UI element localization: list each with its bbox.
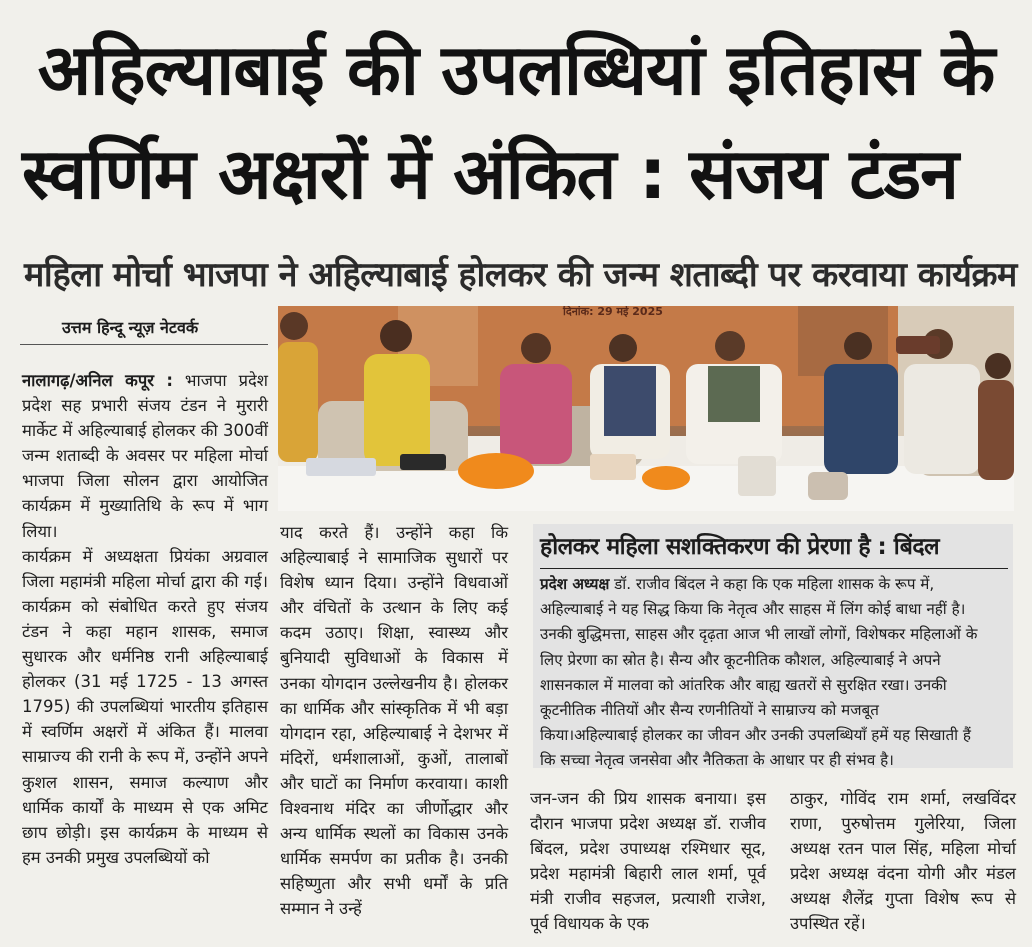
sidebar-line: कूटनीतिक नीतियों और सैन्य रणनीतियों ने साम्राज्य को मजबूत xyxy=(540,701,879,720)
sidebar-line: लिए प्रेरणा का स्रोत है। सैन्य और कूटनीतिक कौशल, अहिल्याबाई ने अपने xyxy=(540,650,941,669)
subheadline: महिला मोर्चा भाजपा ने अहिल्याबाई होलकर की जन्म शताब्दी पर करवाया कार्यक्रम xyxy=(24,255,1017,295)
dateline: नालागढ़/अनिल कपूर : xyxy=(22,371,173,390)
article-paragraph: कार्यक्रम में अध्यक्षता प्रियंका अग्रवाल जिला महामंत्री महिला मोर्चा द्वारा की गई। कार्यक्रम को संबोधित करते हुए संजय टंडन ने कहा महान शासक, समाज सुधारक और धर्मनिष्ठ रानी अहिल्याबाई होलकर (31 मई 1725 - 13 अगस्त 1795) की उपलब्धियां भारतीय इतिहास में स्वर्णिम अक्षरों में अंकित हैं। मालवा साम्राज्य की रानी के रूप में, उन्होंने अपने कुशल शासन, समाज कल्याण और धार्मिक कार्यों के माध्यम से एक अमिट छाप छोड़ी। इस कार्यक्रम के माध्यम से हम उनकी प्रमुख उपलब्धियों को xyxy=(22,546,268,867)
article-column-1 xyxy=(22,368,268,870)
article-intro: भाजपा प्रदेश प्रदेश सह प्रभारी संजय टंडन ने मुरारी मार्केट में अहिल्याबाई होलकर की 300वीं जन्म शताब्दी के अवसर पर महिला मोर्चा भाजपा जिला सोलन द्वारा आयोजित कार्यक्रम में मुख्यातिथि के रूप में भाग लिया। xyxy=(22,371,268,541)
byline: उत्तम हिन्दू न्यूज़ नेटवर्क xyxy=(62,318,199,337)
event-photo xyxy=(278,306,1014,511)
article-column-4 xyxy=(790,786,1016,937)
sidebar-line: शासनकाल में मालवा को आंतरिक और बाह्य खतरों से सुरक्षित रखा। उनकी xyxy=(540,675,947,694)
article-paragraph: ठाकुर, गोविंद राम शर्मा, लखविंदर राणा, पुरुषोत्तम गुलेरिया, जिला अध्यक्ष रतन पाल सिंह, महिला मोर्चा प्रदेश अध्यक्ष वंदना योगी और मंडल अध्यक्ष शैलेंद्र गुप्ता विशेष रूप से उपस्थित रहें। xyxy=(790,789,1016,934)
article-paragraph: याद करते हैं। उन्होंने कहा कि अहिल्याबाई ने सामाजिक सुधारों पर विशेष ध्यान दिया। उन्होंने विधवाओं और वंचितों के उत्थान के लिए कई कदम उठाए। शिक्षा, स्वास्थ्य और बुनियादी सुविधाओं के विकास में उनका योगदान उल्लेखनीय है। होलकर का धार्मिक और सांस्कृतिक में भी बड़ा योगदान रहा, अहिल्याबाई ने देशभर में मंदिरों, धर्मशालाओं, कुओं, तालाबों और घाटों का निर्माण करवाया। काशी विश्वनाथ मंदिर का जीर्णोद्धार और अन्य धार्मिक स्थलों का विकास उनके धार्मिक समर्पण का प्रतीक है। उनकी सहिष्णुता और सभी धर्मों के प्रति सम्मान ने उन्हें xyxy=(280,523,508,919)
sidebar-line: प्रदेश अध्यक्ष डॉ. राजीव बिंदल ने कहा कि एक महिला शासक के रूप में, xyxy=(540,575,935,593)
photo-date-stamp: दिनांक: 29 मई 2025 xyxy=(563,306,663,318)
sidebar-title: होलकर महिला सशक्तिकरण की प्रेरणा है : बिंदल xyxy=(540,534,940,560)
article-column-2 xyxy=(280,520,508,922)
article-column-3 xyxy=(530,786,766,937)
sidebar-line: किया।अहिल्याबाई होलकर का जीवन और उनकी उपलब्धियाँ हमें यह सिखाती हैं xyxy=(540,726,971,745)
headline-line-2: स्वर्णिम अक्षरों में अंकित : संजय टंडन xyxy=(22,133,958,215)
sidebar-text xyxy=(540,572,1008,774)
byline-divider xyxy=(20,344,268,345)
sidebar-line: अहिल्याबाई ने यह सिद्ध किया कि नेतृत्व और साहस में लिंग कोई बाधा नहीं है। xyxy=(540,600,966,619)
article-paragraph: जन-जन की प्रिय शासक बनाया। इस दौरान भाजपा प्रदेश अध्यक्ष डॉ. राजीव बिंदल, प्रदेश उपाध्यक्ष रश्मिधार सूद, प्रदेश महामंत्री बिहारी लाल शर्मा, पूर्व मंत्री राजीव सहजल, प्रत्याशी राजेश, पूर्व विधायक के एक xyxy=(530,789,766,934)
sidebar-line: उनकी बुद्धिमत्ता, साहस और दृढ़ता आज भी लाखों लोगों, विशेषकर महिलाओं के xyxy=(540,625,978,644)
event-photo-illustration xyxy=(278,306,1014,511)
sidebar-lead: प्रदेश अध्यक्ष xyxy=(540,575,610,593)
sidebar-divider xyxy=(540,568,1008,569)
sidebar-line: कि सच्चा नेतृत्व जनसेवा और नैतिकता के आधार पर ही संभव है। xyxy=(540,751,894,770)
headline-line-1: अहिल्याबाई की उपलब्धियां इतिहास के xyxy=(37,29,995,111)
